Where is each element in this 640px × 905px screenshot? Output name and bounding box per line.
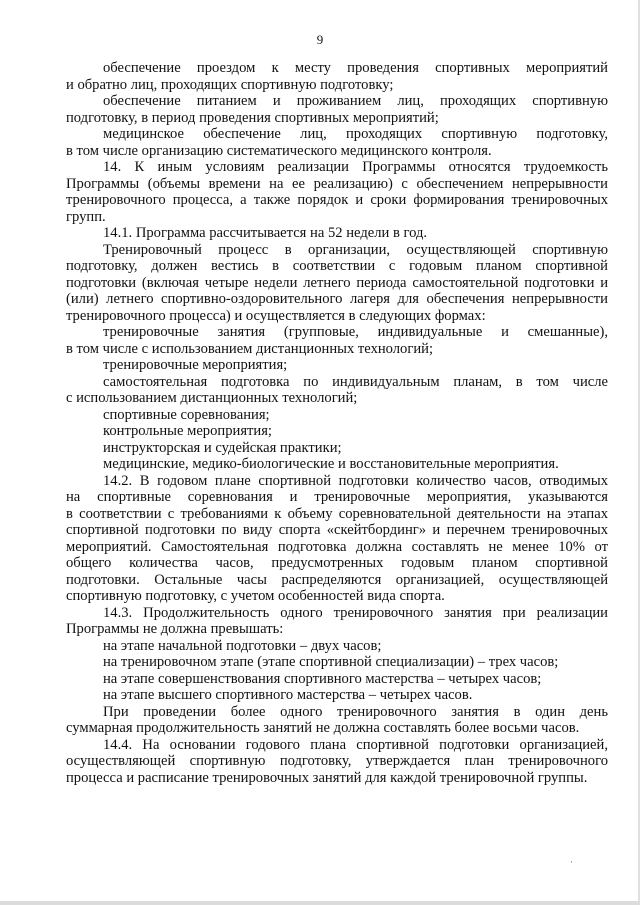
text-line: 14. К иным условиям реализации Программы относятся трудоемкость: [103, 159, 608, 175]
text-line: групп.: [66, 208, 106, 225]
text-line: контрольные мероприятия;: [103, 423, 272, 439]
text-line: тренировочные занятия (групповые, индивидуальные и смешанные),: [103, 324, 608, 340]
text-line: Программы не должна превышать:: [66, 621, 284, 637]
text-line: в соответствии с требованиями к объему соревновательной деятельности на этапах: [66, 505, 608, 522]
text-line: процесса и расписание тренировочных занятий для каждой тренировочной группы.: [66, 769, 588, 786]
page-number: 9: [316, 32, 324, 47]
text-line: суммарная продолжительность занятий не должна составлять более восьми часов.: [66, 720, 580, 736]
text-line: с использованием дистанционных технологий;: [66, 390, 358, 406]
text-line: на спортивные соревнования и тренировочные мероприятия, указываются: [66, 489, 608, 505]
text-line: на этапе начальной подготовки – двух часов;: [103, 637, 382, 654]
text-line: медицинское обеспечение лиц, проходящих спортивную подготовку,: [103, 126, 608, 142]
text-line: мероприятий. Самостоятельная подготовка должна составлять не менее 10% от: [66, 538, 608, 555]
text-line: подготовку, должен вестись в соответствии с годовым планом спортивной: [66, 258, 608, 274]
text-line: тренировочного процесса) и осуществляется в следующих формах:: [66, 307, 486, 324]
text-line: медицинские, медико-биологические и восстановительные мероприятия.: [103, 456, 559, 472]
text-line: на тренировочном этапе (этапе спортивной специализации) – трех часов;: [103, 654, 559, 670]
text-line: спортивные соревнования;: [103, 406, 270, 423]
text-line: на этапе совершенствования спортивного мастерства – четырех часов;: [103, 670, 542, 687]
text-line: в том числе с использованием дистанционных технологий;: [66, 340, 434, 357]
text-line: и обратно лиц, проходящих спортивную подготовку;: [66, 76, 394, 93]
scan-mark: ·: [570, 857, 573, 867]
text-line: общего количества часов, предусмотренных годовым планом спортивной: [66, 555, 608, 571]
text-line: подготовки (включая четыре недели летнего периода самостоятельной подготовки и: [66, 274, 608, 291]
text-line: Программы (объемы времени на ее реализацию) с обеспечением непрерывности: [66, 175, 608, 192]
text-line: самостоятельная подготовка по индивидуальным планам, в том числе: [103, 373, 608, 390]
document-body: [66, 60, 608, 786]
text-line: 14.2. В годовом плане спортивной подготовки количество часов, отводимых: [103, 472, 608, 489]
text-line: 14.3. Продолжительность одного тренировочного занятия при реализации: [103, 604, 608, 621]
text-line: обеспечение проездом к месту проведения спортивных мероприятий: [103, 60, 608, 76]
text-line: в том числе организацию систематического медицинского контроля.: [66, 142, 492, 159]
text-line: тренировочного процесса, а также порядок и сроки формирования тренировочных: [66, 192, 608, 208]
text-line: на этапе высшего спортивного мастерства – четырех часов.: [103, 687, 473, 703]
text-line: 14.4. На основании годового плана спортивной подготовки организацией,: [103, 736, 608, 753]
text-line: тренировочные мероприятия;: [103, 357, 288, 373]
text-line: спортивной подготовки по виду спорта «скейтбординг» и перечнем тренировочных: [66, 522, 608, 538]
text-line: 14.1. Программа рассчитывается на 52 недели в год.: [103, 225, 428, 241]
scan-edge-bottom: [0, 901, 640, 905]
text-line: подготовку, в период проведения спортивных мероприятий;: [66, 109, 439, 126]
text-line: осуществляющей спортивную подготовку, утверждается план тренировочного: [66, 753, 608, 769]
text-line: Тренировочный процесс в организации, осуществляющей спортивную: [103, 241, 608, 258]
text-line: инструкторская и судейская практики;: [103, 439, 342, 456]
text-line: При проведении более одного тренировочного занятия в один день: [103, 703, 608, 720]
text-line: обеспечение питанием и проживанием лиц, проходящих спортивную: [103, 93, 608, 109]
text-line: подготовки. Остальные часы распределяются организацией, осуществляющей: [66, 571, 608, 588]
text-line: спортивную подготовку, с учетом особенностей вида спорта.: [66, 588, 445, 604]
text-line: (или) летнего спортивно-оздоровительного лагеря для обеспечения непрерывности: [66, 291, 608, 307]
